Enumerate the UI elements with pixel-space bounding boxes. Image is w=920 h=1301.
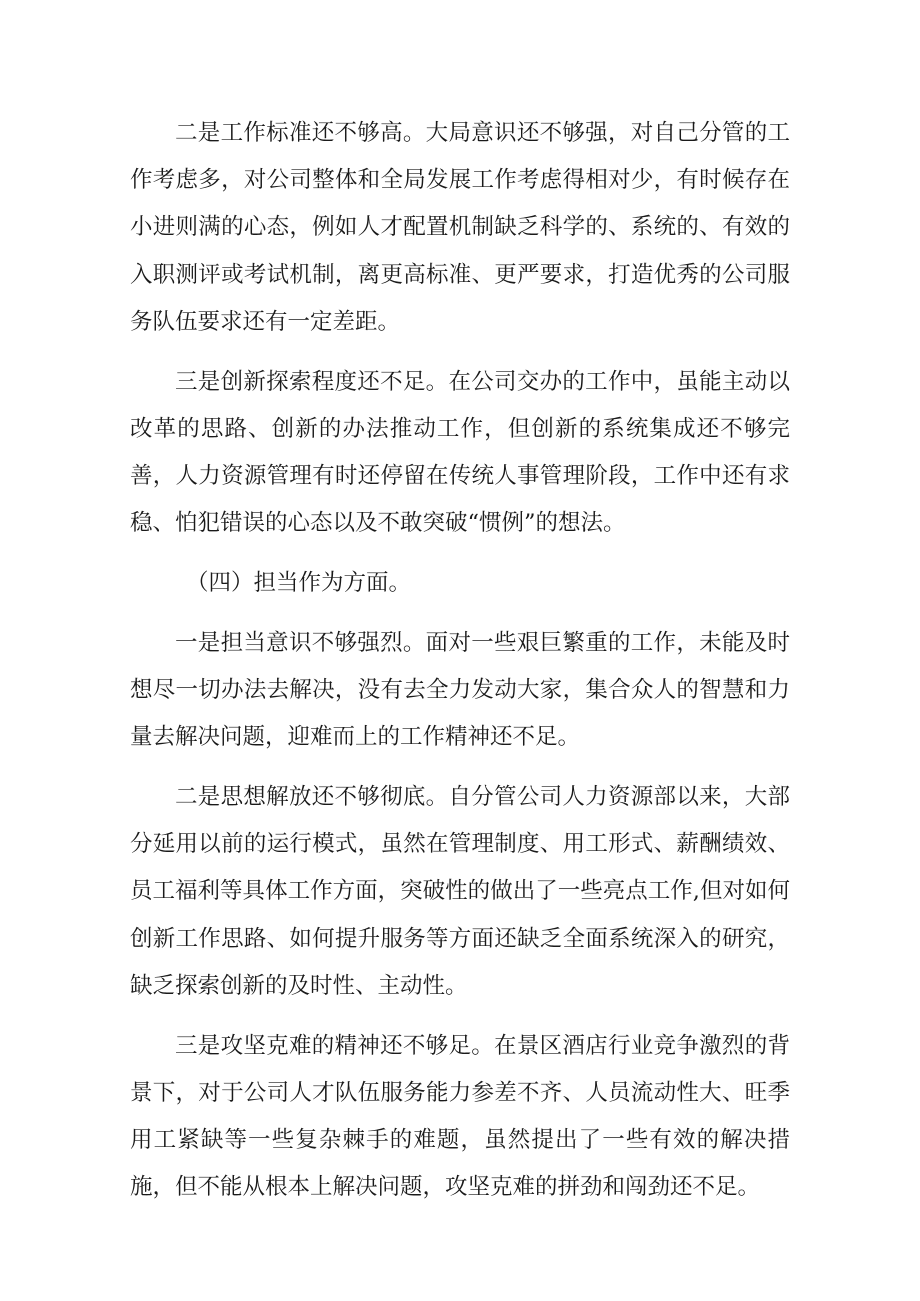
- document-body: [130, 110, 790, 1224]
- paragraph-innovation: 三是创新探索程度还不足。在公司交办的工作中，虽能主动以改革的思路、创新的办法推动工作，但创新的系统集成还不够完善，人力资源管理有时还停留在传统人事管理阶段，工作中还有求稳、怕犯错误的心态以及不敢突破“惯例”的想法。: [130, 368, 790, 537]
- paragraph-mind-emancipation: 二是思想解放还不够彻底。自分管公司人力资源部以来，大部分延用以前的运行模式，虽然在管理制度、用工形式、薪酬绩效、员工福利等具体工作方面，突破性的做出了一些亮点工作,但对如何创新工作思路、如何提升服务等方面还缺乏全面系统深入的研究，缺乏探索创新的及时性、主动性。: [130, 784, 790, 999]
- paragraph-tackling-difficulties: 三是攻坚克难的精神还不够足。在景区酒店行业竞争激烈的背景下，对于公司人才队伍服务能力参差不齐、人员流动性大、旺季用工紧缺等一些复杂棘手的难题，虽然提出了一些有效的解决措施，但不能从根本上解决问题，攻坚克难的拼劲和闯劲还不足。: [130, 1032, 790, 1201]
- paragraph-work-standard: 二是工作标准还不够高。大局意识还不够强，对自己分管的工作考虑多，对公司整体和全局发展工作考虑得相对少，有时候存在小进则满的心态，例如人才配置机制缺乏科学的、系统的、有效的入职测评或考试机制，离更高标准、更严要求，打造优秀的公司服务队伍要求还有一定差距。: [130, 120, 790, 335]
- section-heading-responsibility: （四）担当作为方面。: [186, 570, 412, 597]
- paragraph-responsibility-awareness: 一是担当意识不够强烈。面对一些艰巨繁重的工作，未能及时想尽一切办法去解决，没有去全力发动大家，集合众人的智慧和力量去解决问题，迎难而上的工作精神还不足。: [130, 629, 790, 751]
